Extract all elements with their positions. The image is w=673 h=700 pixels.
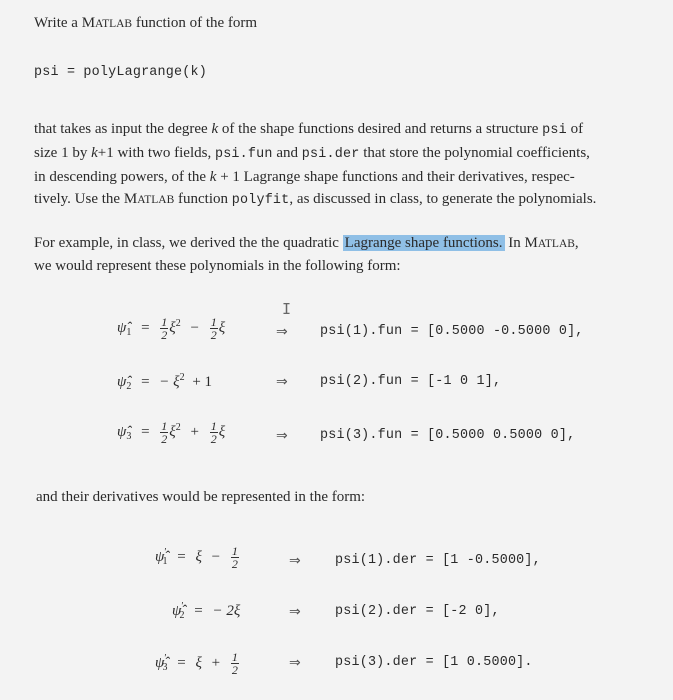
fraction: $\frac{1}{2}$ bbox=[231, 544, 238, 571]
code-psi-2-fun: psi(2).fun = [-1 0 1], bbox=[320, 374, 502, 389]
fraction: $\frac{1}{2}$ bbox=[161, 315, 168, 342]
equation-dpsi-3: $\psî'_3 = \xi$ + $\frac{1}{2}$ bbox=[155, 650, 238, 677]
code-psi-3-fun: psi(3).fun = [0.5000 0.5000 0], bbox=[320, 428, 576, 443]
implies-arrow-icon: ⇒ bbox=[289, 604, 301, 620]
description-line-2: size 1 by k+1 with two fields, psi.fun and psi.der that store the polynomial coefficients, bbox=[34, 145, 590, 162]
fraction: $\frac{1}{2}$ bbox=[210, 315, 217, 342]
code-signature: psi = polyLagrange(k) bbox=[34, 65, 207, 80]
implies-arrow-icon: ⇒ bbox=[289, 553, 301, 569]
fraction: $\frac{1}{2}$ bbox=[210, 419, 217, 446]
fraction: $\frac{1}{2}$ bbox=[161, 419, 168, 446]
example-line-1: For example, in class, we derived the the quadratic Lagrange shape functions. In MATLAB, bbox=[34, 235, 579, 251]
code-psi-1-der: psi(1).der = [1 -0.5000], bbox=[335, 553, 541, 568]
description-line-3: in descending powers, of the k + 1 Lagrange shape functions and their derivatives, respec- bbox=[34, 169, 575, 185]
equation-dpsi-2: $\psî'_2$ = − 2ξ bbox=[172, 601, 241, 621]
description-paragraph bbox=[34, 118, 664, 212]
fraction: $\frac{1}{2}$ bbox=[231, 650, 238, 677]
description-line-4: tively. Use the MATLAB function polyfit, as discussed in class, to generate the polynomials. bbox=[34, 191, 597, 208]
text-cursor-icon: I bbox=[282, 300, 292, 318]
implies-arrow-icon: ⇒ bbox=[276, 324, 288, 340]
derivatives-intro: and their derivatives would be represented in the form: bbox=[36, 489, 366, 505]
code-psi-3-der: psi(3).der = [1 0.5000]. bbox=[335, 655, 533, 670]
example-paragraph bbox=[34, 232, 664, 277]
equation-psi-3: $\psî_3$ = $\frac{1}{2}$ $\xi^2$ + $\frac{1}{2}$ ξ bbox=[117, 419, 226, 446]
description-line-1: that takes as input the degree k of the shape functions desired and returns a structure psi of bbox=[34, 121, 584, 138]
equation-dpsi-1: $\psî'_1 = \xi$ − $\frac{1}{2}$ bbox=[155, 544, 238, 571]
code-psi-2-der: psi(2).der = [-2 0], bbox=[335, 604, 500, 619]
implies-arrow-icon: ⇒ bbox=[289, 655, 301, 671]
equation-psi-2: $\psî_2$ = − $\xi^2 + 1$ bbox=[117, 372, 213, 392]
example-line-2: we would represent these polynomials in the following form: bbox=[34, 258, 401, 274]
intro-line: Write a MATLAB function of the form bbox=[34, 15, 258, 31]
implies-arrow-icon: ⇒ bbox=[276, 428, 288, 444]
code-psi-1-fun: psi(1).fun = [0.5000 -0.5000 0], bbox=[320, 324, 584, 339]
highlighted-text[interactable]: Lagrange shape functions. bbox=[344, 235, 503, 251]
equation-psi-1: $\psî_1$ = $\frac{1}{2}$ $\xi^2$ − $\frac{1}{2}$ ξ bbox=[117, 315, 226, 342]
implies-arrow-icon: ⇒ bbox=[276, 374, 288, 390]
